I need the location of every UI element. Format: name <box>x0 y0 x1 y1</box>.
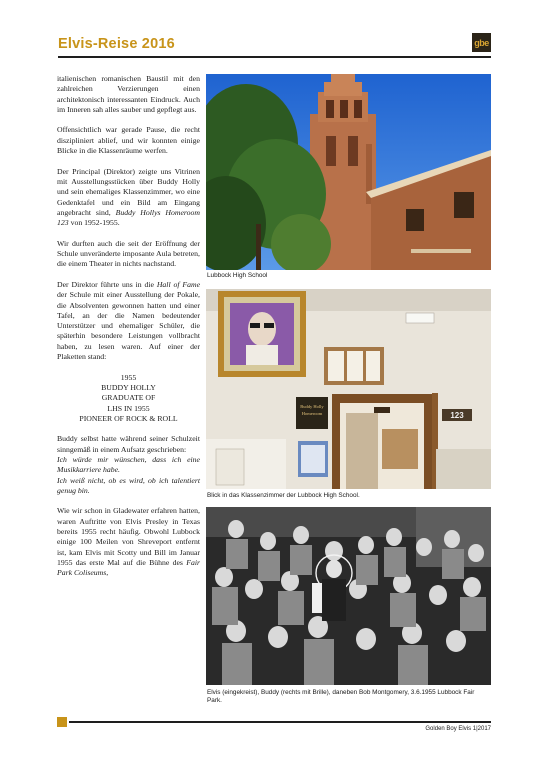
paragraph-3 <box>57 167 200 229</box>
header-rule <box>58 56 491 58</box>
homeroom-sign-subtext: Homeroom <box>301 411 323 416</box>
plaque-line: LHS IN 1955 <box>107 403 150 413</box>
article-text-column <box>57 74 200 589</box>
homeroom-sign-text: Buddy Holly <box>300 404 324 409</box>
plaque-line: GRADUATE OF <box>101 393 156 403</box>
paragraph-3-italic: Buddy Hollys Homeroom 123 <box>57 207 200 228</box>
paragraph-3-end: von 1952-1955. <box>68 218 120 228</box>
paragraph-6: Buddy selbst hatte während seiner Schulzeit sinngemäß in einem Aufsatz geschrieben: <box>57 434 200 454</box>
plaque-line: BUDDY HOLLY <box>101 382 156 392</box>
footer-issue-label: Golden Boy Elvis 1|2017 <box>425 726 491 732</box>
photo-classroom <box>206 289 491 489</box>
paragraph-7 <box>57 506 200 578</box>
photo-2-caption: Blick in das Klassenzimmer der Lubbock High School. <box>207 492 360 499</box>
room-number: 123 <box>450 411 464 420</box>
paragraph-5-end: der Schule mit einer Ausstellung der Pokale, die Absolventen gewonnen hatten und einer Tafel, an der die Namen bedeutender Unterstützer und ehemaliger Schüler, die späterhin besondere Leistungen vollbracht haben, zu lesen waren. Auf einer der Plaketten stand: <box>57 290 200 362</box>
paragraph-7-italic: Fair Park Coliseums <box>57 557 200 578</box>
plaque-line: 1955 <box>120 372 137 382</box>
quote-2-text: Ich weiß nicht, ob es wird, ob ich talentiert genug bin. <box>57 475 200 495</box>
quote-1-text: Ich würde mir wünschen, dass ich eine Musikkarriere habe. <box>57 454 200 475</box>
paragraph-3-text: Der Principal (Direktor) zeigte uns Vitrinen mit Ausstellungsstücken über Buddy Holly und sein ehemaliges Klassenzimmer, wo eine Gedenktafel und ein Bild am Eingang angebracht sind, <box>57 166 200 217</box>
plaque-inscription <box>57 373 200 424</box>
paragraph-7-text: Wie wir schon in Gladewater erfahren hatten, waren Auftritte von Elvis Presley in Texas bereits 1955 recht häufig. Obwohl Lubbock einige 100 Meilen von Shreveport entfernt ist, kam Elvis mit Scotty und Bill im Januar 1955 das erste Mal auf die Bühne des <box>57 506 200 567</box>
photo-3-caption: Elvis (eingekreist), Buddy (rechts mit Brille), daneben Bob Montgomery, 3.6.1955 Lubbock Fair Park. <box>207 689 475 704</box>
photo-1-caption: Lubbock High School <box>207 272 268 279</box>
quote-1 <box>57 455 200 476</box>
page-title: Elvis-Reise 2016 <box>58 36 175 52</box>
photo-elvis-crowd-1955 <box>206 507 491 685</box>
paragraph-5-text: Der Direktor führte uns in die <box>57 279 157 289</box>
paragraph-5 <box>57 280 200 362</box>
paragraph-2: Offensichtlich war gerade Pause, die recht diszipliniert ablief, und wir konnten einige Blicke in die Klassenräume werfen. <box>57 125 200 156</box>
paragraph-4: Wir durften auch die seit der Eröffnung der Schule unveränderte imposante Aula betreten, die einem Theater in nichts nachstand. <box>57 238 200 269</box>
footer-rule <box>69 721 491 723</box>
magazine-logo: gbe <box>472 33 491 52</box>
paragraph-7-end: , <box>106 568 109 578</box>
paragraph-1: italienischen romanischen Baustil mit den zahlreichen Verzierungen einen architektonisch interessanten Eindruck. Auch im Inneren sah alles sauber und gepflegt aus. <box>57 74 200 114</box>
quote-2 <box>57 476 200 497</box>
photo-lubbock-high-school <box>206 74 491 270</box>
paragraph-5-italic: Hall of Fame <box>156 279 201 289</box>
footer-accent-square <box>57 717 67 727</box>
plaque-line: PIONEER OF ROCK & ROLL <box>79 413 178 423</box>
